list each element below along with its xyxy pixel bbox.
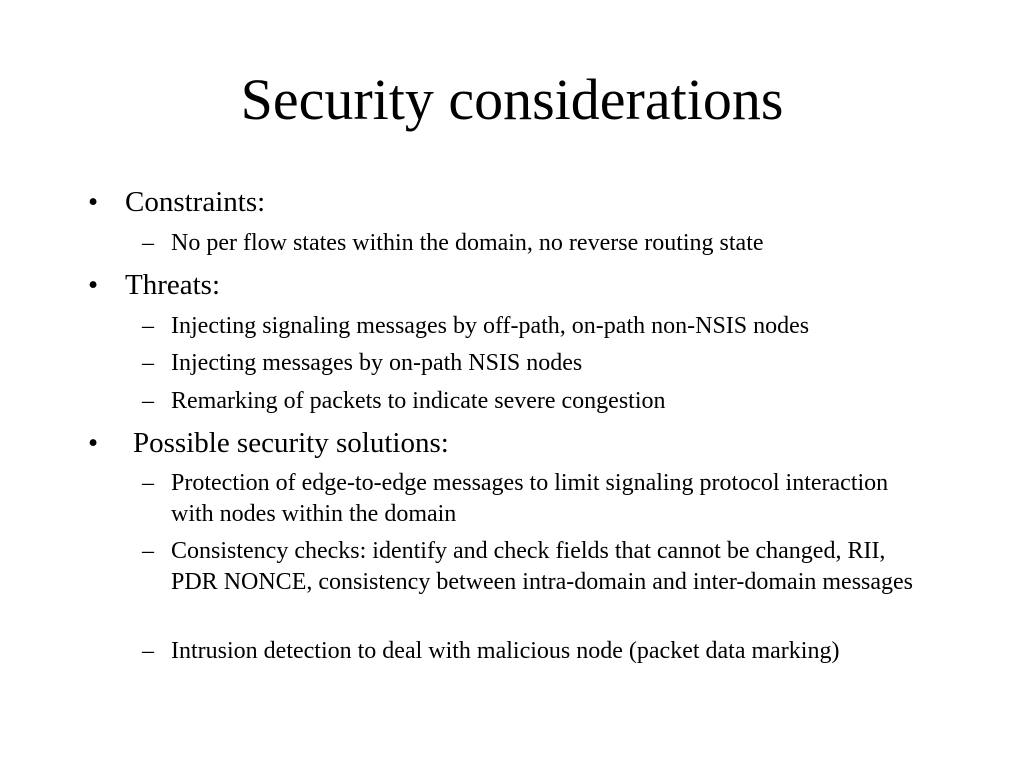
bullet-heading: Possible security solutions:	[133, 427, 449, 459]
bullet-heading: Threats:	[125, 269, 221, 301]
bullet-icon: •	[88, 269, 99, 301]
bullet-heading: Constraints:	[125, 186, 266, 218]
sub-item-text: Injecting signaling messages by off-path, on-path non-NSIS nodes	[171, 313, 810, 339]
sub-item-text: Remarking of packets to indicate severe congestion	[171, 388, 666, 414]
dash-icon: –	[142, 230, 154, 256]
dash-icon: –	[142, 638, 154, 664]
sub-item-text: Protection of edge-to-edge messages to limit signaling protocol interaction with nodes within the domain	[171, 470, 889, 527]
sub-item-text: No per flow states within the domain, no reverse routing state	[171, 230, 764, 256]
sub-item-text: Intrusion detection to deal with malicious node (packet data marking)	[171, 638, 840, 664]
dash-icon: –	[142, 350, 154, 376]
bullet-icon: •	[88, 427, 99, 459]
bullet-icon: •	[88, 186, 99, 218]
dash-icon: –	[142, 470, 154, 496]
slide-title: Security considerations	[240, 67, 784, 132]
dash-icon: –	[142, 538, 154, 564]
dash-icon: –	[142, 313, 154, 339]
dash-icon: –	[142, 388, 154, 414]
sub-item-text: Injecting messages by on-path NSIS nodes	[171, 350, 583, 376]
sub-item-text: Consistency checks: identify and check fields that cannot be changed, RII, PDR NONCE, consistency between intra-domain and inter-domain messages	[171, 538, 914, 595]
